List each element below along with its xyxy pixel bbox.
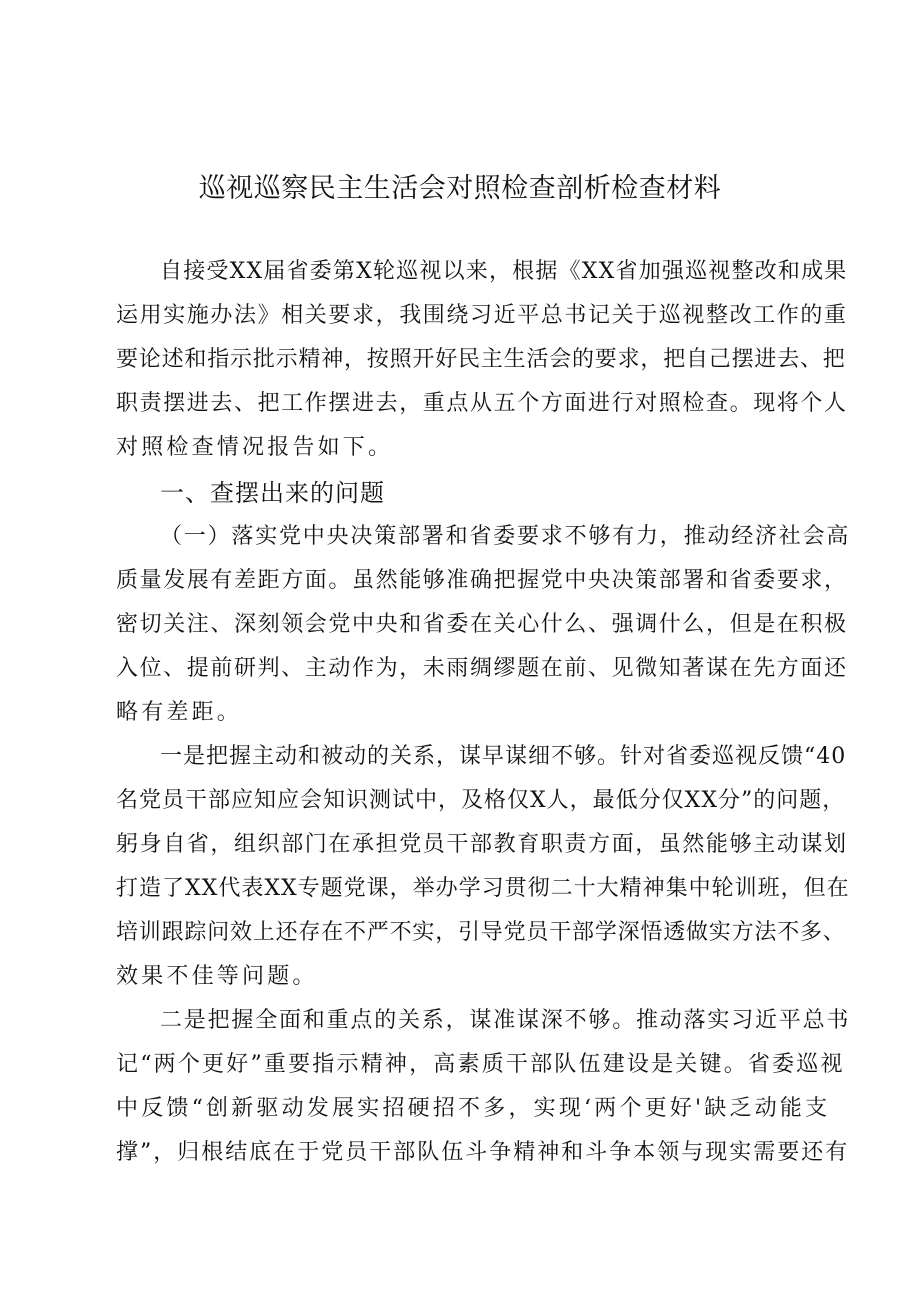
paragraph-line: 自接受XX届省委第X轮巡视以来，根据《XX省加强巡视整改和成果 — [160, 259, 848, 284]
paragraph-line: 略有差距。 — [116, 700, 243, 725]
paragraph-line: 运用实施办法》相关要求，我围绕习近平总书记关于巡视整改工作的重 — [116, 303, 848, 328]
paragraph-line: （一）落实党中央决策部署和省委要求不够有力，推动经济社会高 — [160, 524, 851, 549]
paragraph-line: 效果不佳等问题。 — [116, 964, 318, 989]
paragraph-line: 名党员干部应知应会知识测试中，及格仅X人，最低分仅XX分”的问题， — [116, 788, 846, 813]
paragraph-line: 打造了XX代表XX专题党课，举办学习贯彻二十大精神集中轮训班，但在 — [116, 876, 850, 901]
document-title: 巡视巡察民主生活会对照检查剖析检查材料 — [198, 173, 722, 204]
paragraph-line: 职责摆进去、把工作摆进去，重点从五个方面进行对照检查。现将个人 — [116, 391, 848, 416]
paragraph-line: 躬身自省，组织部门在承担党员干部教育职责方面，虽然能够主动谋划 — [116, 832, 848, 857]
paragraph-line: 二是把握全面和重点的关系，谋准谋深不够。推动落实习近平总书 — [160, 1008, 851, 1033]
section-heading: 一、查摆出来的问题 — [160, 479, 385, 507]
paragraph-line: 培训跟踪问效上还存在不严不实，引导党员干部学深悟透做实方法不多、 — [116, 920, 846, 945]
paragraph-line: 记“两个更好”重要指示精神，高素质干部队伍建设是关键。省委巡视 — [116, 1052, 845, 1077]
paragraph-line: 撑”，归根结底在于党员干部队伍斗争精神和斗争本领与现实需要还有 — [116, 1140, 850, 1165]
paragraph-line: 质量发展有差距方面。虽然能够准确把握党中央决策部署和省委要求， — [116, 568, 848, 593]
paragraph-line: 要论述和指示批示精神，按照开好民主生活会的要求，把自己摆进去、把 — [116, 347, 846, 372]
paragraph-line: 一是把握主动和被动的关系，谋早谋细不够。针对省委巡视反馈“40 — [160, 744, 847, 769]
paragraph-line: 对照检查情况报告如下。 — [116, 435, 394, 460]
paragraph-line: 中反馈“创新驱动发展实招硬招不多，实现‘两个更好'缺乏动能支 — [116, 1096, 831, 1121]
paragraph-line: 密切关注、深刻领会党中央和省委在关心什么、强调什么，但是在积极 — [116, 612, 848, 637]
paragraph-line: 入位、提前研判、主动作为，未雨绸缪题在前、见微知著谋在先方面还 — [116, 656, 848, 681]
